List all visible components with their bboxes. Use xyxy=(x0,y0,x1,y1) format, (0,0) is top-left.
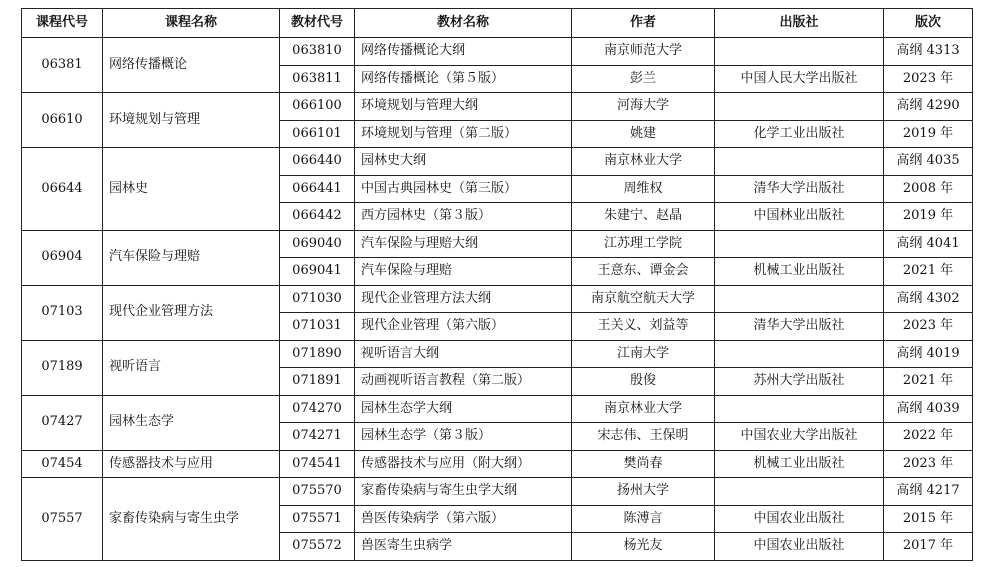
book-title-cell: 园林史大纲 xyxy=(355,148,572,176)
book-code-cell: 069041 xyxy=(280,258,355,286)
edition-cell: 2015 年 xyxy=(884,505,973,533)
course-name-cell: 视听语言 xyxy=(103,340,280,395)
book-code-cell: 074271 xyxy=(280,423,355,451)
book-title-cell: 视听语言大纲 xyxy=(355,340,572,368)
course-code-cell: 07557 xyxy=(22,478,103,561)
book-code-cell: 075572 xyxy=(280,533,355,561)
author-cell: 王意东、谭金会 xyxy=(572,258,715,286)
book-title-cell: 汽车保险与理赔大纲 xyxy=(355,230,572,258)
header-course-name: 课程名称 xyxy=(103,9,280,38)
book-code-cell: 069040 xyxy=(280,230,355,258)
edition-cell: 2023 年 xyxy=(884,313,973,341)
header-course-code: 课程代号 xyxy=(22,9,103,38)
book-title-cell: 环境规划与管理（第二版） xyxy=(355,120,572,148)
book-code-cell: 071030 xyxy=(280,285,355,313)
header-edition: 版次 xyxy=(884,9,973,38)
edition-cell: 高纲 4041 xyxy=(884,230,973,258)
course-code-cell: 07189 xyxy=(22,340,103,395)
table-row xyxy=(22,38,973,66)
author-cell: 南京航空航天大学 xyxy=(572,285,715,313)
course-name-cell: 现代企业管理方法 xyxy=(103,285,280,340)
publisher-cell xyxy=(715,340,884,368)
book-title-cell: 网络传播概论大纲 xyxy=(355,38,572,66)
book-title-cell: 园林生态学（第３版） xyxy=(355,423,572,451)
edition-cell: 2023 年 xyxy=(884,65,973,93)
book-title-cell: 园林生态学大纲 xyxy=(355,395,572,423)
book-title-cell: 现代企业管理（第六版） xyxy=(355,313,572,341)
author-cell: 陈溥言 xyxy=(572,505,715,533)
table-row xyxy=(22,285,973,313)
header-row xyxy=(22,9,973,38)
table-row xyxy=(22,395,973,423)
book-code-cell: 066440 xyxy=(280,148,355,176)
publisher-cell: 中国农业大学出版社 xyxy=(715,423,884,451)
book-title-cell: 动画视听语言教程（第二版） xyxy=(355,368,572,396)
book-title-cell: 家畜传染病与寄生虫学大纲 xyxy=(355,478,572,506)
publisher-cell xyxy=(715,395,884,423)
edition-cell: 2021 年 xyxy=(884,368,973,396)
course-name-cell: 环境规划与管理 xyxy=(103,93,280,148)
author-cell: 河海大学 xyxy=(572,93,715,121)
course-code-cell: 07454 xyxy=(22,450,103,478)
book-title-cell: 中国古典园林史（第三版） xyxy=(355,175,572,203)
author-cell: 江南大学 xyxy=(572,340,715,368)
course-name-cell: 传感器技术与应用 xyxy=(103,450,280,478)
book-code-cell: 066441 xyxy=(280,175,355,203)
course-name-cell: 园林生态学 xyxy=(103,395,280,450)
publisher-cell: 中国林业出版社 xyxy=(715,203,884,231)
header-publisher: 出版社 xyxy=(715,9,884,38)
publisher-cell: 清华大学出版社 xyxy=(715,175,884,203)
edition-cell: 高纲 4302 xyxy=(884,285,973,313)
edition-cell: 2023 年 xyxy=(884,450,973,478)
author-cell: 宋志伟、王保明 xyxy=(572,423,715,451)
course-code-cell: 06644 xyxy=(22,148,103,231)
publisher-cell: 中国农业出版社 xyxy=(715,533,884,561)
book-code-cell: 075570 xyxy=(280,478,355,506)
edition-cell: 2019 年 xyxy=(884,120,973,148)
book-code-cell: 071890 xyxy=(280,340,355,368)
table-row xyxy=(22,148,973,176)
header-author: 作者 xyxy=(572,9,715,38)
author-cell: 彭兰 xyxy=(572,65,715,93)
edition-cell: 高纲 4039 xyxy=(884,395,973,423)
author-cell: 樊尚春 xyxy=(572,450,715,478)
edition-cell: 高纲 4019 xyxy=(884,340,973,368)
book-title-cell: 西方园林史（第３版） xyxy=(355,203,572,231)
header-book-code: 教材代号 xyxy=(280,9,355,38)
course-code-cell: 06381 xyxy=(22,38,103,93)
author-cell: 周维权 xyxy=(572,175,715,203)
author-cell: 南京林业大学 xyxy=(572,395,715,423)
book-code-cell: 063810 xyxy=(280,38,355,66)
book-code-cell: 066100 xyxy=(280,93,355,121)
author-cell: 南京林业大学 xyxy=(572,148,715,176)
author-cell: 朱建宁、赵晶 xyxy=(572,203,715,231)
publisher-cell xyxy=(715,148,884,176)
publisher-cell: 中国人民大学出版社 xyxy=(715,65,884,93)
author-cell: 扬州大学 xyxy=(572,478,715,506)
book-title-cell: 汽车保险与理赔 xyxy=(355,258,572,286)
edition-cell: 2008 年 xyxy=(884,175,973,203)
author-cell: 南京师范大学 xyxy=(572,38,715,66)
course-name-cell: 汽车保险与理赔 xyxy=(103,230,280,285)
course-code-cell: 07103 xyxy=(22,285,103,340)
edition-cell: 2019 年 xyxy=(884,203,973,231)
author-cell: 杨光友 xyxy=(572,533,715,561)
textbook-table xyxy=(21,8,973,561)
book-code-cell: 074541 xyxy=(280,450,355,478)
table-row xyxy=(22,230,973,258)
publisher-cell: 化学工业出版社 xyxy=(715,120,884,148)
publisher-cell: 清华大学出版社 xyxy=(715,313,884,341)
book-code-cell: 063811 xyxy=(280,65,355,93)
book-title-cell: 兽医寄生虫病学 xyxy=(355,533,572,561)
edition-cell: 高纲 4290 xyxy=(884,93,973,121)
book-code-cell: 066101 xyxy=(280,120,355,148)
edition-cell: 高纲 4217 xyxy=(884,478,973,506)
book-title-cell: 现代企业管理方法大纲 xyxy=(355,285,572,313)
book-title-cell: 传感器技术与应用（附大纲） xyxy=(355,450,572,478)
publisher-cell xyxy=(715,38,884,66)
book-title-cell: 环境规划与管理大纲 xyxy=(355,93,572,121)
book-code-cell: 074270 xyxy=(280,395,355,423)
publisher-cell xyxy=(715,230,884,258)
edition-cell: 高纲 4313 xyxy=(884,38,973,66)
table-row xyxy=(22,478,973,506)
table-row xyxy=(22,450,973,478)
course-code-cell: 06904 xyxy=(22,230,103,285)
book-code-cell: 066442 xyxy=(280,203,355,231)
book-code-cell: 075571 xyxy=(280,505,355,533)
course-name-cell: 家畜传染病与寄生虫学 xyxy=(103,478,280,561)
publisher-cell xyxy=(715,285,884,313)
header-book-title: 教材名称 xyxy=(355,9,572,38)
edition-cell: 2022 年 xyxy=(884,423,973,451)
book-title-cell: 兽医传染病学（第六版） xyxy=(355,505,572,533)
author-cell: 江苏理工学院 xyxy=(572,230,715,258)
publisher-cell: 苏州大学出版社 xyxy=(715,368,884,396)
publisher-cell: 机械工业出版社 xyxy=(715,450,884,478)
course-name-cell: 园林史 xyxy=(103,148,280,231)
book-code-cell: 071031 xyxy=(280,313,355,341)
author-cell: 殷俊 xyxy=(572,368,715,396)
publisher-cell xyxy=(715,478,884,506)
table-body xyxy=(22,38,973,561)
author-cell: 姚建 xyxy=(572,120,715,148)
course-code-cell: 07427 xyxy=(22,395,103,450)
edition-cell: 高纲 4035 xyxy=(884,148,973,176)
table-row xyxy=(22,93,973,121)
publisher-cell: 机械工业出版社 xyxy=(715,258,884,286)
course-name-cell: 网络传播概论 xyxy=(103,38,280,93)
book-title-cell: 网络传播概论（第５版） xyxy=(355,65,572,93)
table-row xyxy=(22,340,973,368)
course-code-cell: 06610 xyxy=(22,93,103,148)
book-code-cell: 071891 xyxy=(280,368,355,396)
publisher-cell xyxy=(715,93,884,121)
edition-cell: 2017 年 xyxy=(884,533,973,561)
author-cell: 王关义、刘益等 xyxy=(572,313,715,341)
edition-cell: 2021 年 xyxy=(884,258,973,286)
publisher-cell: 中国农业出版社 xyxy=(715,505,884,533)
